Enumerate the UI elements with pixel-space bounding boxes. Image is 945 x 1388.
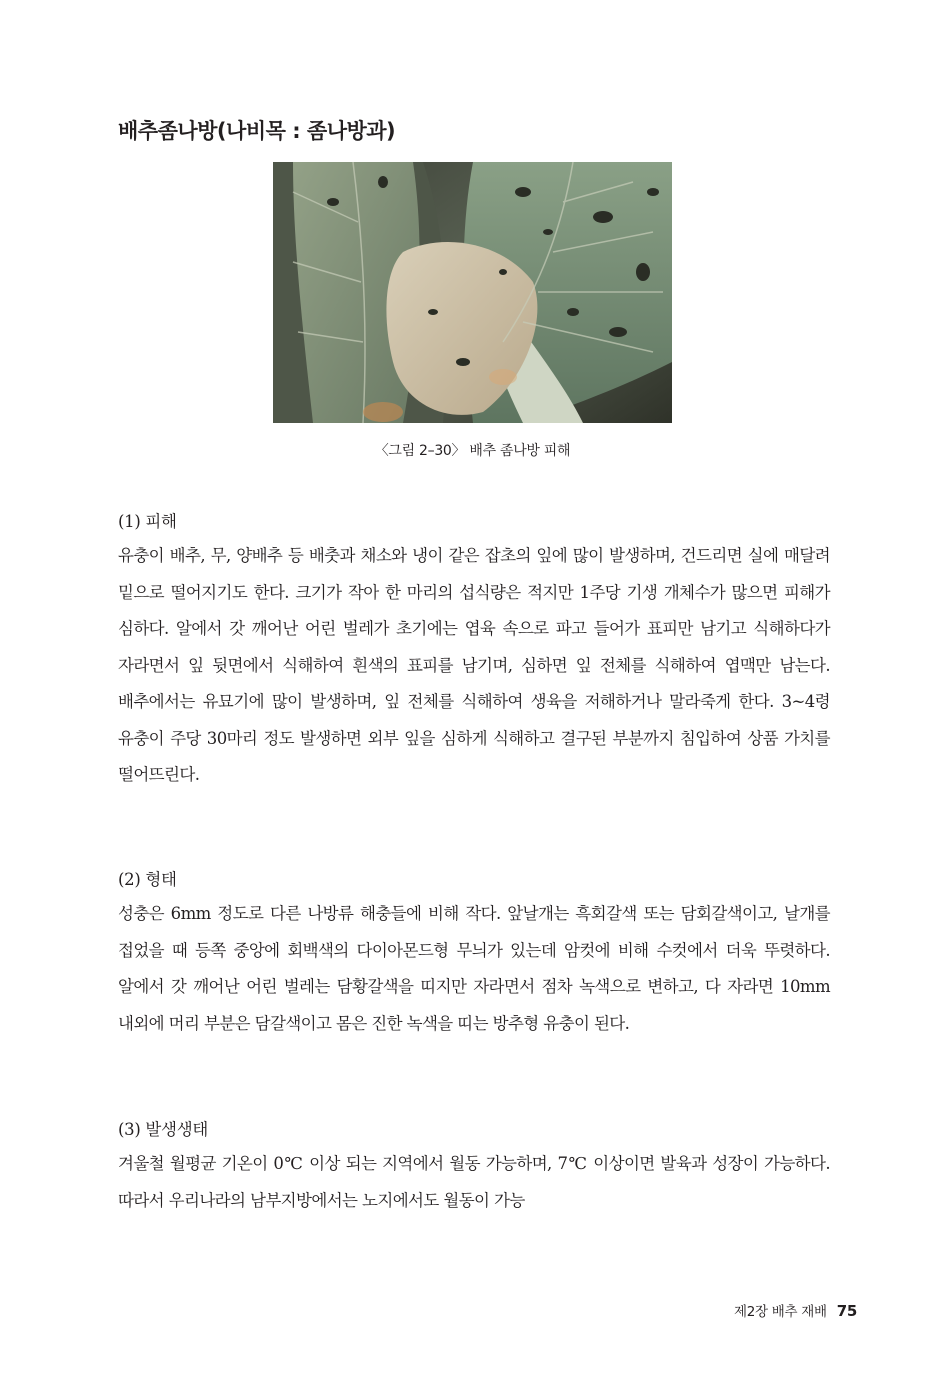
section-heading: (1) 피해	[118, 512, 177, 531]
chapter-label: 제2장 배추 재배	[734, 1304, 827, 1320]
cabbage-damage-photo	[273, 162, 672, 423]
section-ecology	[118, 1118, 830, 1219]
section-body: 유충이 배추, 무, 양배추 등 배춧과 채소와 냉이 같은 잡초의 잎에 많이 발생하며, 건드리면 실에 매달려 밑으로 떨어지기도 한다. 크기가 작아 한 마리의 섭식량은 적지만 1주당 기생 개체수가 많으면 피해가 심하다. 알에서 갓 깨어난 어린 벌레가 초기에는 엽육 속으로 파고 들어가 표피만 남기고 식해하다가 자라면서 잎 뒷면에서 식해하여 흰색의 표피를 남기며, 심하면 잎 전체를 식해하여 엽맥만 남는다. 배추에서는 유묘기에 많이 발생하며, 잎 전체를 식해하여 생육을 저해하거나 말라죽게 한다. 3~4령 유충이 주당 30마리 정도 발생하면 외부 잎을 심하게 식해하고 결구된 부분까지 침입하여 상품 가치를 떨어뜨린다.	[118, 546, 830, 784]
section-heading: (3) 발생생태	[118, 1120, 208, 1139]
figure-photo	[273, 162, 672, 423]
page-title: 배추좀나방(나비목 : 좀나방과)	[118, 119, 396, 143]
page-number: 75	[836, 1302, 857, 1320]
section-damage	[118, 510, 830, 794]
section-body: 겨울철 월평균 기온이 0℃ 이상 되는 지역에서 월동 가능하며, 7℃ 이상이면 발육과 성장이 가능하다. 따라서 우리나라의 남부지방에서는 노지에서도 월동이 가능	[118, 1154, 830, 1210]
section-morphology	[118, 868, 830, 1042]
figure-caption: 〈그림 2–30〉 배추 좀나방 피해	[374, 443, 571, 459]
page-footer	[734, 1300, 857, 1320]
section-body: 성충은 6mm 정도로 다른 나방류 해충들에 비해 작다. 앞날개는 흑회갈색 또는 담회갈색이고, 날개를 접었을 때 등쪽 중앙에 회백색의 다이아몬드형 무늬가 있는데 암컷에 비해 수컷에서 더욱 뚜렷하다. 알에서 갓 깨어난 어린 벌레는 담황갈색을 띠지만 자라면서 점차 녹색으로 변하고, 다 자라면 10mm 내외에 머리 부분은 담갈색이고 몸은 진한 녹색을 띠는 방추형 유충이 된다.	[118, 904, 830, 1033]
section-heading: (2) 형태	[118, 870, 177, 889]
